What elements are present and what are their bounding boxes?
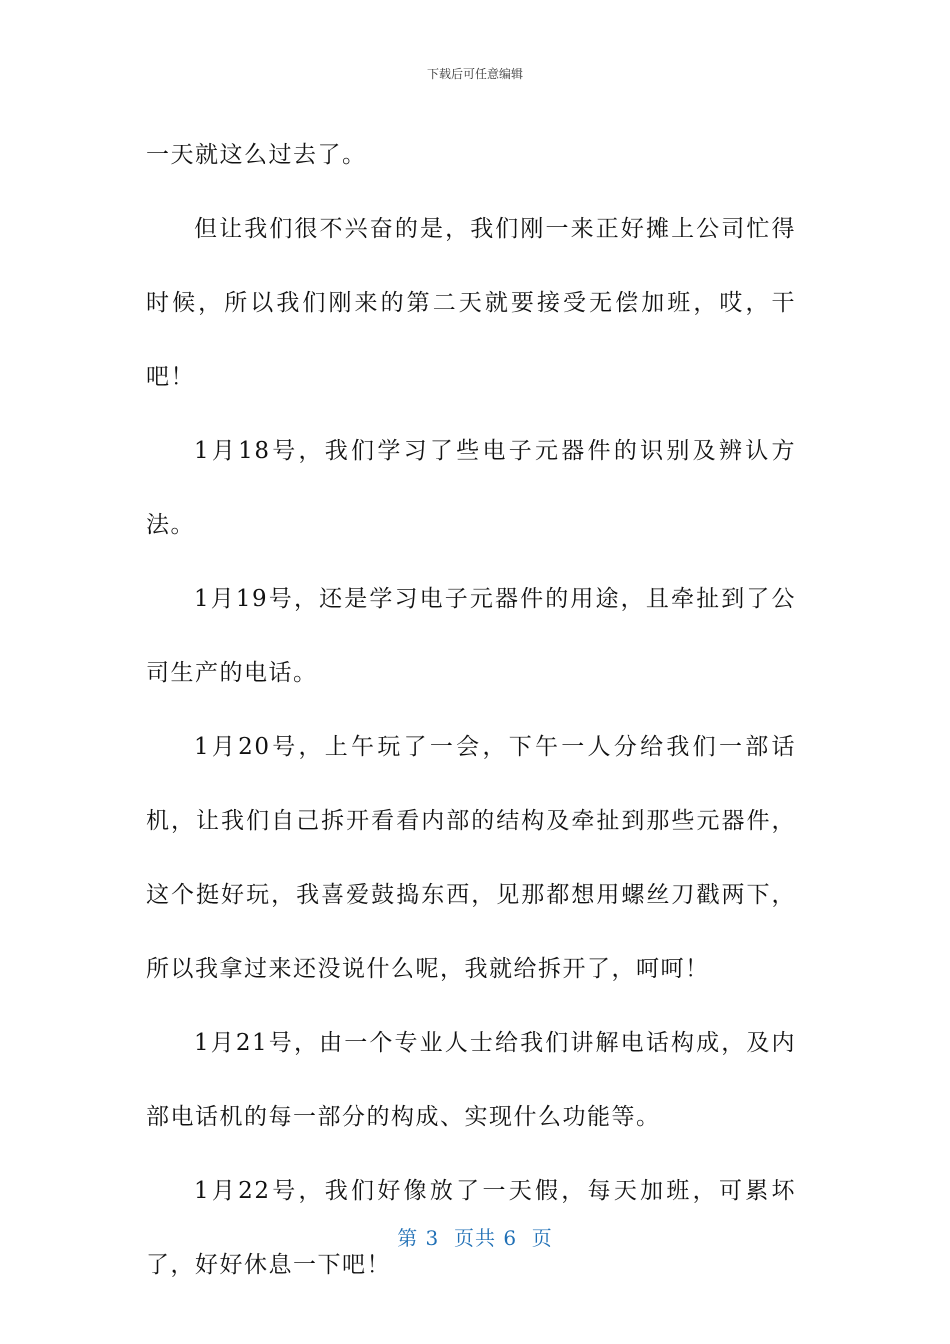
paragraph-continuation: 一天就这么过去了。 (146, 142, 367, 168)
paragraph-jan-18: 1月18号，我们学习了些电子元器件的识别及辨认方法。 (146, 438, 796, 538)
document-body (146, 118, 796, 1302)
page-header-note: 下载后可任意编辑 (426, 67, 523, 81)
paragraph-jan-19: 1月19号，还是学习电子元器件的用途，且牵扯到了公司生产的电话。 (146, 586, 796, 686)
paragraph-overtime: 但让我们很不兴奋的是，我们刚一来正好摊上公司忙得时候，所以我们刚来的第二天就要接受无偿加班，哎，干吧！ (146, 216, 796, 390)
paragraph-jan-20: 1月20号，上午玩了一会，下午一人分给我们一部话机，让我们自己拆开看看内部的结构及牵扯到那些元器件，这个挺好玩，我喜爱鼓捣东西，见那都想用螺丝刀戳两下，所以我拿过来还没说什么呢，我就给拆开了，呵呵！ (146, 734, 796, 982)
paragraph-jan-21: 1月21号，由一个专业人士给我们讲解电话构成，及内部电话机的每一部分的构成、实现什么功能等。 (146, 1030, 796, 1130)
page-number-footer: 第 3 页共 6 页 (397, 1226, 553, 1250)
paragraph-jan-22: 1月22号，我们好像放了一天假，每天加班，可累坏了，好好休息一下吧！ (146, 1178, 796, 1278)
